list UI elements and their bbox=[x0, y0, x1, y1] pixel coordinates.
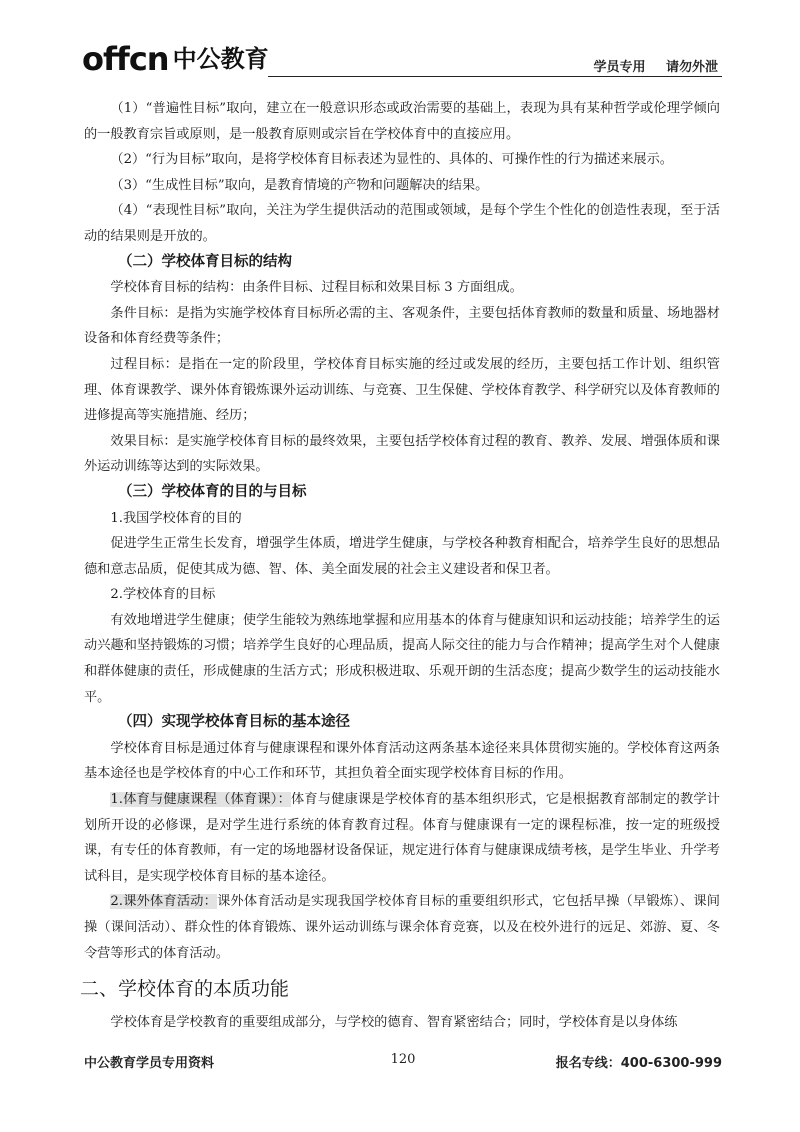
paragraph-generative-goal: （3）“生成性目标”取向，是教育情境的产物和问题解决的结果。 bbox=[110, 177, 489, 193]
footer-hotline: 报名专线：400-6300-999 bbox=[555, 1056, 722, 1071]
subheading-purpose: 1.我国学校体育的目的 bbox=[110, 510, 242, 526]
heading-goal-structure: （二）学校体育目标的结构 bbox=[118, 253, 292, 270]
paragraph-universal-goal: （1）“普遍性目标”取向，建立在一般意识形态或政治需要的基础上，表现为具有某种哲学或伦理学倾向的一般教育宗旨或原则，是一般教育原则或宗旨在学校体育中的直接应用。 bbox=[84, 101, 720, 142]
page-number: 120 bbox=[390, 1052, 416, 1067]
header-divider bbox=[268, 76, 722, 77]
heading-essential-function: 二、学校体育的本质功能 bbox=[80, 978, 290, 1001]
page-header bbox=[82, 34, 722, 78]
subheading-goals: 2.学校体育的目标 bbox=[110, 587, 216, 603]
paragraph-condition-goal: 条件目标：是指为实施学校体育目标所必需的主、客观条件，主要包括体育教师的数量和质量、场地器材设备和体育经费等条件； bbox=[84, 305, 720, 347]
paragraph-behavior-goal: （2）“行为目标”取向，是将学校体育目标表述为显性的、具体的、可操作性的行为描述来展示。 bbox=[110, 152, 673, 168]
paragraph-paths-intro: 学校体育目标是通过体育与健康课程和课外体育活动这两条基本途径来具体贯彻实施的。学校体育这两条基本途径也是学校体育的中心工作和环节，其担负着全面实现学校体育目标的作用。 bbox=[84, 740, 720, 782]
paragraph-structure-intro: 学校体育目标的结构：由条件目标、过程目标和效果目标 3 方面组成。 bbox=[110, 280, 523, 296]
header-tag-do-not-leak: 请勿外泄 bbox=[665, 60, 718, 75]
paragraph-extracurricular bbox=[84, 889, 720, 966]
heading-purpose-and-goals: （三）学校体育的目的与目标 bbox=[118, 483, 307, 500]
paragraph-pe-course bbox=[84, 787, 720, 889]
paragraph-effect-goal: 效果目标：是实施学校体育目标的最终效果，主要包括学校体育过程的教育、教养、发展、增强体质和课外运动训练等达到的实际效果。 bbox=[84, 433, 720, 475]
header-tag-students-only: 学员专用 bbox=[593, 60, 646, 75]
paragraph-process-goal: 过程目标：是指在一定的阶段里，学校体育目标实施的经过或发展的经历，主要包括工作计划、组织管理、体育课教学、课外体育锻炼课外运动训练、与竞赛、卫生保健、学校体育教学、科学研究以及体育教师的进修提高等实施措施、经历； bbox=[84, 356, 720, 424]
offcn-logo bbox=[82, 34, 269, 78]
highlight-extracurricular: 2.课外体育活动： bbox=[110, 894, 218, 910]
text-extracurricular: 课外体育活动是实现我国学校体育目标的重要组织形式，它包括早操（早锻炼）、课间操（课间活动）、群众性的体育锻炼、课外运动训练与课余体育竞赛，以及在校外进行的远足、郊游、夏、冬令营等形式的体育活动。 bbox=[84, 894, 720, 961]
paragraph-purpose: 促进学生正常生长发育，增强学生体质，增进学生健康，与学校各种教育相配合，培养学生良好的思想品德和意志品质，促使其成为德、智、体、美全面发展的社会主义建设者和保卫者。 bbox=[84, 536, 720, 577]
logo-latin: offcn bbox=[82, 40, 169, 78]
text-pe-course: 体育与健康课是学校体育的基本组织形式，它是根据教育部制定的教学计划所开设的必修课，是对学生进行系统的体育教育过程。体育与健康课有一定的课程标准，按一定的班级授课，有专任的体育教师，有一定的场地器材设备保证，规定进行体育与健康课成绩考核，是学生毕业、升学考试科目，是实现学校体育目标的基本途径。 bbox=[84, 792, 720, 884]
footer-material-label: 中公教育学员专用资料 bbox=[84, 1056, 215, 1071]
logo-chinese: 中公教育 bbox=[172, 45, 269, 73]
header-tags bbox=[593, 56, 718, 75]
paragraph-goals: 有效地增进学生健康；使学生能较为熟练地掌握和应用基本的体育与健康知识和运动技能；培养学生的运动兴趣和坚持锻炼的习惯；培养学生良好的心理品质，提高人际交往的能力与合作精神；提高学生对个人健康和群体健康的责任，形成健康的生活方式；形成积极进取、乐观开朗的生活态度；提高少数学生的运动技能水平。 bbox=[84, 612, 720, 705]
page-content bbox=[80, 96, 720, 1036]
heading-basic-paths: （四）实现学校体育目标的基本途径 bbox=[118, 714, 350, 731]
highlight-pe-course: 1.体育与健康课程（体育课）： bbox=[110, 792, 291, 808]
paragraph-function-intro: 学校体育是学校教育的重要组成部分，与学校的德育、智育紧密结合；同时，学校体育是以身体练 bbox=[110, 1015, 678, 1031]
paragraph-expressive-goal: （4）“表现性目标”取向，关注为学生提供活动的范围或领域，是每个学生个性化的创造性表现，至于活动的结果则是开放的。 bbox=[84, 203, 720, 244]
page-footer bbox=[84, 1052, 722, 1072]
